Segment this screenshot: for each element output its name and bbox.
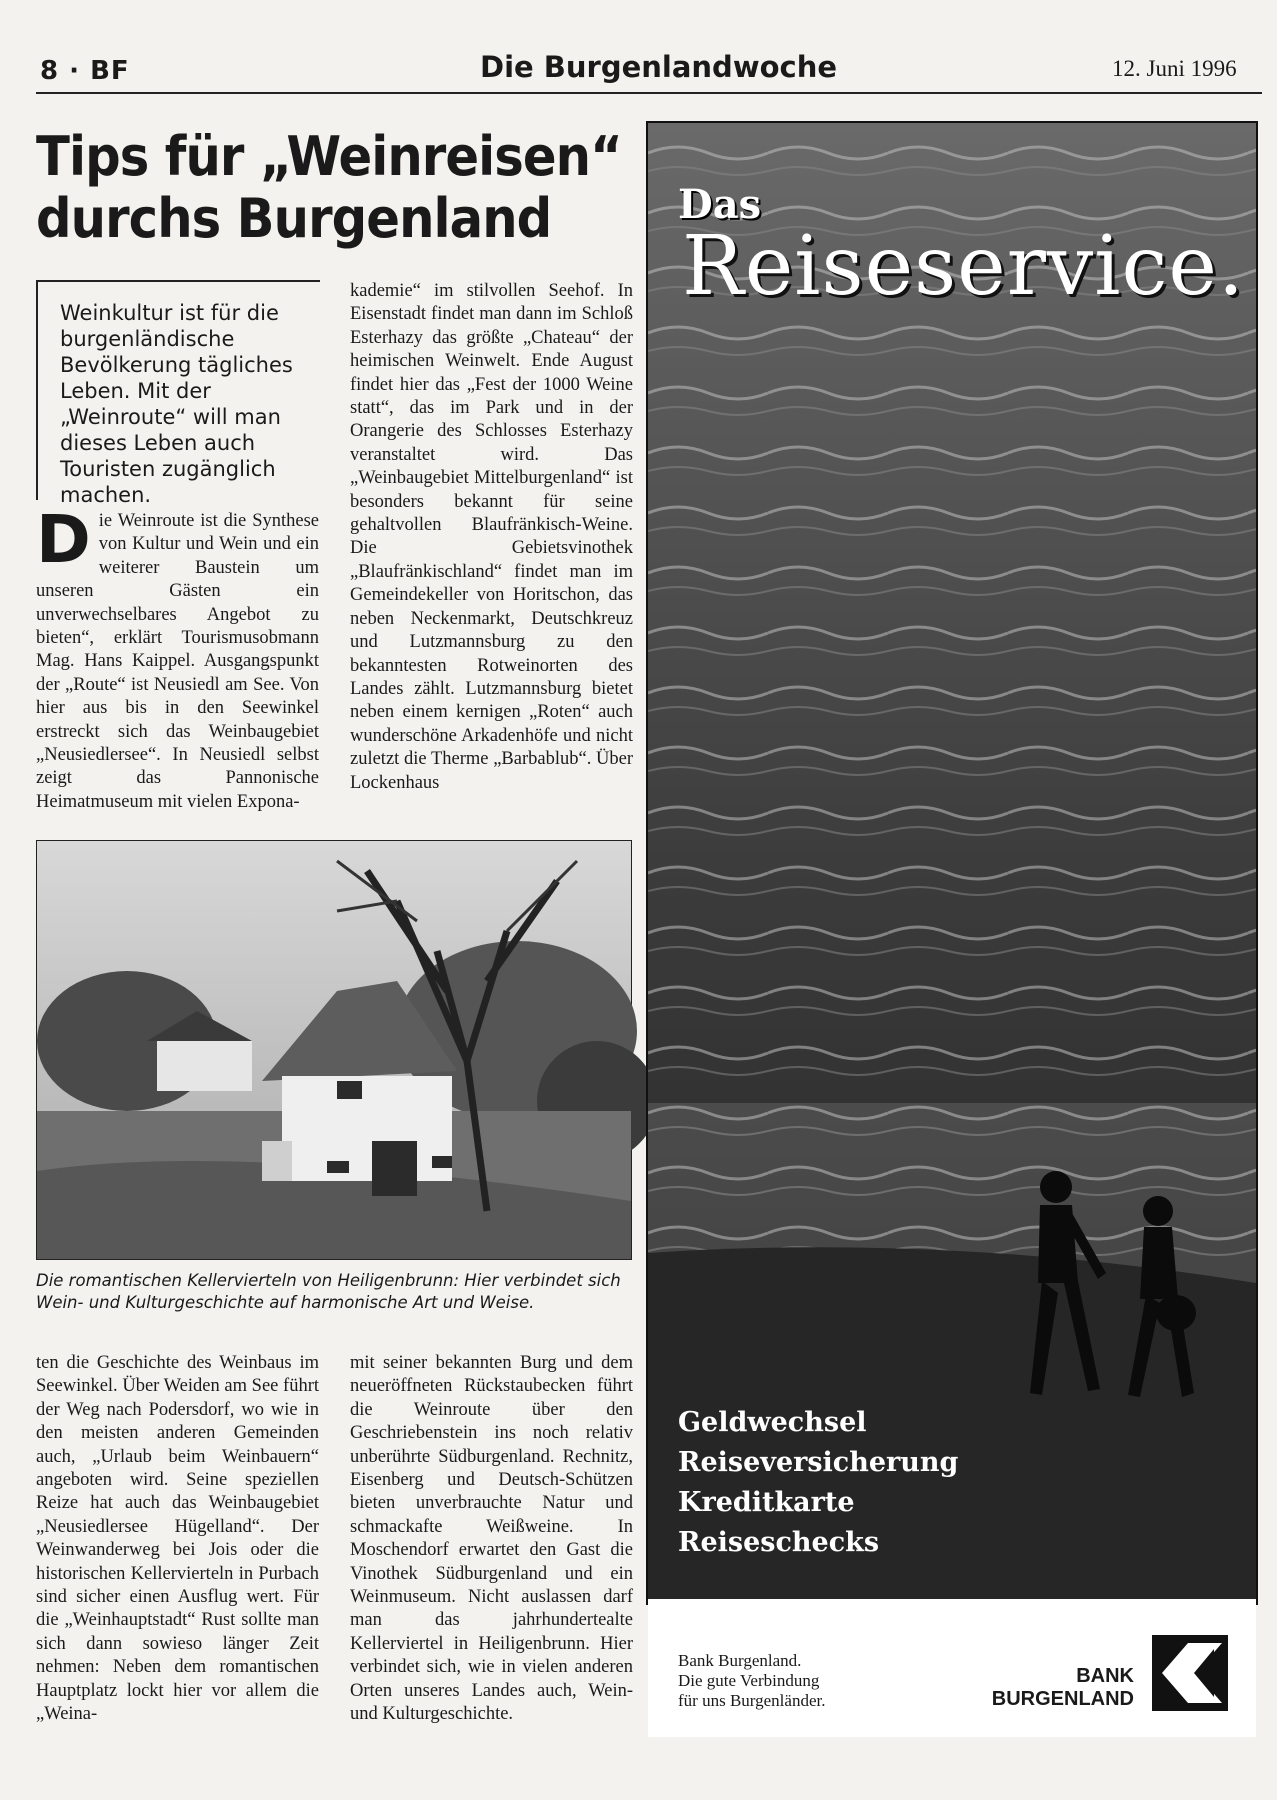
service-item: Reiseversicherung	[678, 1447, 959, 1478]
headline-line-2: durchs Burgenland	[36, 187, 552, 250]
article-column-3: ten die Geschichte des Weinbaus im Seewinkel. Über Weiden am See führt der Weg nach Podersdorf, wo wie in den meisten anderen Gemeinden auch, „Urlaub beim Weinbauern“ angeboten wird. Seine speziellen Reize hat auch das Weinbaugebiet „Neusiedlersee Hügelland“. Der Weinwanderweg bei Jois oder die historischen Kellervierteln in Purbach sind sicher einen Ausflug wert. Für die „Weinhauptstadt“ Rust sollte man sich dann sowieso länger Zeit nehmen: Neben dem romantischen Hauptplatz lockt hier vor allem die „Weina-	[36, 1353, 319, 1725]
publication-name: Die Burgenlandwoche	[480, 50, 838, 84]
issue-date: 12. Juni 1996	[1112, 56, 1237, 81]
bank-slogan-line-3: für uns Burgenländer.	[678, 1691, 826, 1710]
sea-couple-photo	[648, 123, 1256, 1599]
headline-line-1: Tips für „Weinreisen“	[36, 125, 622, 188]
photo-kellerviertel	[36, 840, 632, 1260]
bank-logo-line-1: BANK	[1076, 1665, 1134, 1687]
photo-caption: Die romantischen Kellervierteln von Heiligenbrunn: Hier verbindet sich Wein- und Kulturgeschichte auf harmonische Art und Weise.	[36, 1271, 621, 1312]
ad-services-list	[678, 1403, 958, 1563]
ad-title-small: Das	[678, 181, 762, 228]
article-headline	[36, 125, 622, 250]
article-column-2: kademie“ im stilvollen Seehof. In Eisenstadt findet man dann im Schloß Esterhazy das größte „Chateau“ der heimischen Weinwelt. Ende August findet hier das „Fest der 1000 Weine statt“, das im Park und in der Orangerie des Schlosses Esterhazy veranstaltet wird. Das „Weinbaugebiet Mittelburgenland“ ist besonders bekannt für seine gehaltvollen Blaufränkisch-Weine. Die Gebietsvinothek „Blaufränkischland“ findet man im Gemeindekeller von Horitschon, das neben Neckenmarkt, Deutschkreuz und Lutzmannsburg zu den bekanntesten Rotweinorten des Landes zählt. Lutzmannsburg bietet neben einem kernigen „Roten“ auch wunderschöne Arkadenhöfe und nicht zuletzt die Therme „Barbablub“. Über Lockenhaus	[350, 281, 633, 793]
bank-slogan-line-1: Bank Burgenland.	[678, 1651, 802, 1670]
bank-advertisement	[646, 121, 1258, 1710]
bank-slogan	[678, 1651, 825, 1711]
header-divider	[36, 92, 1262, 94]
bank-logo-line-2: BURGENLAND	[991, 1688, 1134, 1710]
bank-logo-text	[984, 1665, 1134, 1711]
drop-cap: D	[36, 501, 91, 578]
article-column-1	[36, 501, 319, 814]
ad-title: Reiseservice.	[682, 219, 1245, 314]
column-1-text: ie Weinroute ist die Synthese von Kultur und Wein und ein weiterer Baustein um unseren Gästen ein unverwechselbares Angebot zu bieten“, erklärt Tourismusobmann Mag. Hans Kaippel. Ausgangspunkt der „Route“ ist Neusiedl am See. Von hier aus bis in den Seewinkel erstreckt sich das Weinbaugebiet „Neusiedlersee“. In Neusiedl selbst zeigt das Pannonische Heimatmuseum mit vielen Expona-	[36, 511, 319, 812]
article-lead: Weinkultur ist für die burgenländische Bevölkerung tägliches Leben. Mit der „Weinroute“ will man dieses Leben auch Touristen zugänglich machen.	[60, 301, 293, 507]
cellar-house-illustration	[37, 841, 631, 1259]
bank-slogan-line-2: Die gute Verbindung	[678, 1671, 820, 1690]
article-column-4: mit seiner bekannten Burg und dem neueröffneten Rückstaubecken führt die Weinroute über den Geschriebenstein ins noch relativ unberührte Südburgenland. Rechnitz, Eisenberg und Deutsch-Schützen bieten unverbrauchte Natur und schmackafte Weißweine. In Moschendorf erwartet den Gast die Vinothek Südburgenland und ein Weinmuseum. Nicht auslassen darf man das jahrhundertealte Kellerviertel in Heiligenbrunn. Hier verbindet sich, wie in vielen anderen Orten unseres Landes auch, Wein- und Kulturgeschichte.	[350, 1353, 633, 1725]
service-item: Geldwechsel	[678, 1407, 867, 1438]
service-item: Kreditkarte	[678, 1487, 855, 1518]
service-item: Reiseschecks	[678, 1527, 880, 1558]
page-number: 8 · BF	[40, 56, 130, 86]
bank-logo-icon	[1152, 1635, 1228, 1711]
